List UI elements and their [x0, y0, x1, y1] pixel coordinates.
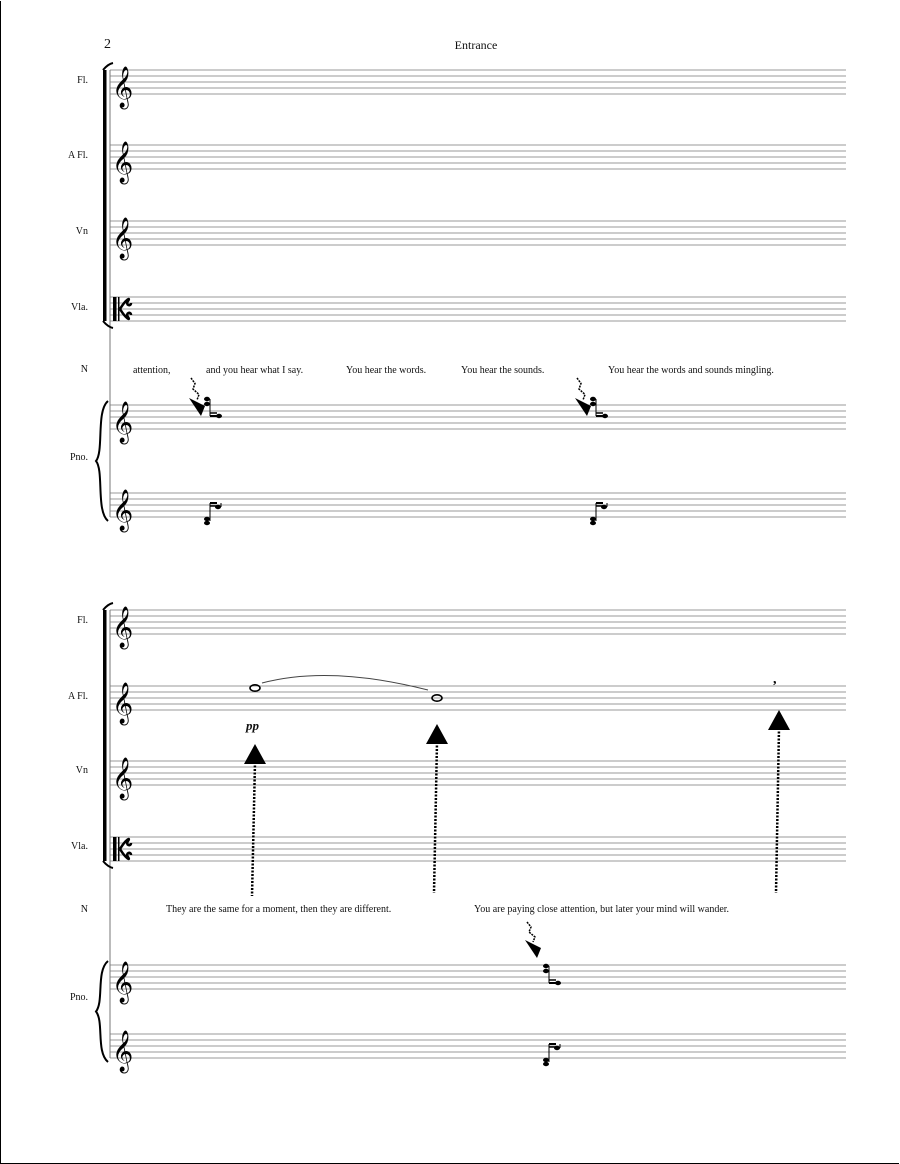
label-alto-flute: A Fl.: [67, 150, 88, 161]
treble-clef: 𝄞: [112, 490, 134, 531]
note-head: [555, 981, 561, 985]
note-head: [590, 397, 596, 401]
arrow-head: [525, 940, 541, 958]
note-head: [602, 414, 608, 418]
label-violin: Vn: [75, 765, 88, 776]
treble-clef: 𝄞: [112, 1031, 134, 1072]
label-viola: Vla.: [71, 302, 88, 313]
arrow-head: [189, 398, 205, 416]
label-violin: Vn: [75, 226, 88, 237]
alto-clef: [120, 839, 131, 849]
label-alto-flute: A Fl.: [67, 691, 88, 702]
treble-clef: 𝄞: [112, 758, 134, 799]
treble-clef: 𝄞: [112, 67, 134, 108]
narration-text: attention,: [133, 365, 171, 376]
treble-clef: 𝄞: [112, 683, 134, 724]
alto-clef: [113, 837, 117, 861]
narration-text: You are paying close attention, but later your mind will wander.: [474, 904, 730, 915]
treble-clef: 𝄞: [112, 607, 134, 648]
note-head: [204, 402, 210, 406]
note-head: [543, 1062, 549, 1066]
alto-clef: [113, 297, 117, 321]
treble-clef: 𝄞: [112, 962, 134, 1003]
label-piano: Pno.: [69, 992, 88, 1003]
note-head: [204, 521, 210, 525]
arrow-stem: [434, 742, 437, 893]
dynamic-marking: pp: [246, 718, 259, 733]
instrument-bracket: [103, 70, 107, 321]
arrow-head: [768, 710, 790, 730]
note-head: [601, 505, 607, 509]
arrow-head: [244, 744, 266, 764]
treble-clef: 𝄞: [112, 402, 134, 443]
note-head: [590, 517, 596, 521]
piano-brace: [96, 961, 108, 1062]
narration-text: You hear the words and sounds mingling.: [608, 365, 774, 376]
label-viola: Vla.: [71, 841, 88, 852]
page-number: 2: [104, 37, 111, 52]
narration-text: You hear the words.: [346, 365, 427, 376]
note-head: [554, 1046, 560, 1050]
tie: [262, 675, 428, 690]
treble-clef: 𝄞: [112, 142, 134, 183]
instrument-bracket: [103, 861, 113, 868]
label-narrator: N: [80, 904, 88, 915]
note-head: [204, 397, 210, 401]
arrow-stem: [527, 922, 535, 942]
alto-clef: [118, 837, 120, 861]
note-head: [215, 505, 221, 509]
page-title: Entrance: [454, 38, 498, 52]
instrument-bracket: [103, 610, 107, 861]
note-head: [543, 964, 549, 968]
note-head: [543, 969, 549, 973]
label-flute: Fl.: [77, 615, 88, 626]
note-head: [204, 517, 210, 521]
note-head: [543, 1058, 549, 1062]
label-narrator: N: [80, 364, 88, 375]
alto-clef: [120, 299, 131, 309]
alto-clef: [118, 297, 120, 321]
label-flute: Fl.: [77, 75, 88, 86]
breath-mark: ,: [773, 672, 777, 687]
narration-text: They are the same for a moment, then they are different.: [166, 904, 392, 915]
note-head: [590, 521, 596, 525]
treble-clef: 𝄞: [112, 218, 134, 259]
arrow-stem: [191, 378, 199, 400]
note-head: [590, 402, 596, 406]
narration-text: and you hear what I say.: [206, 365, 304, 376]
arrow-head: [426, 724, 448, 744]
note-head: [216, 414, 222, 418]
narration-text: You hear the sounds.: [461, 365, 545, 376]
alto-clef: [120, 849, 131, 859]
arrow-stem: [252, 762, 255, 896]
alto-clef: [120, 309, 131, 319]
piano-brace: [96, 401, 108, 521]
arrow-stem: [776, 728, 779, 893]
arrow-head: [575, 398, 591, 416]
arrow-stem: [577, 378, 585, 400]
label-piano: Pno.: [69, 452, 88, 463]
instrument-bracket: [103, 321, 113, 328]
